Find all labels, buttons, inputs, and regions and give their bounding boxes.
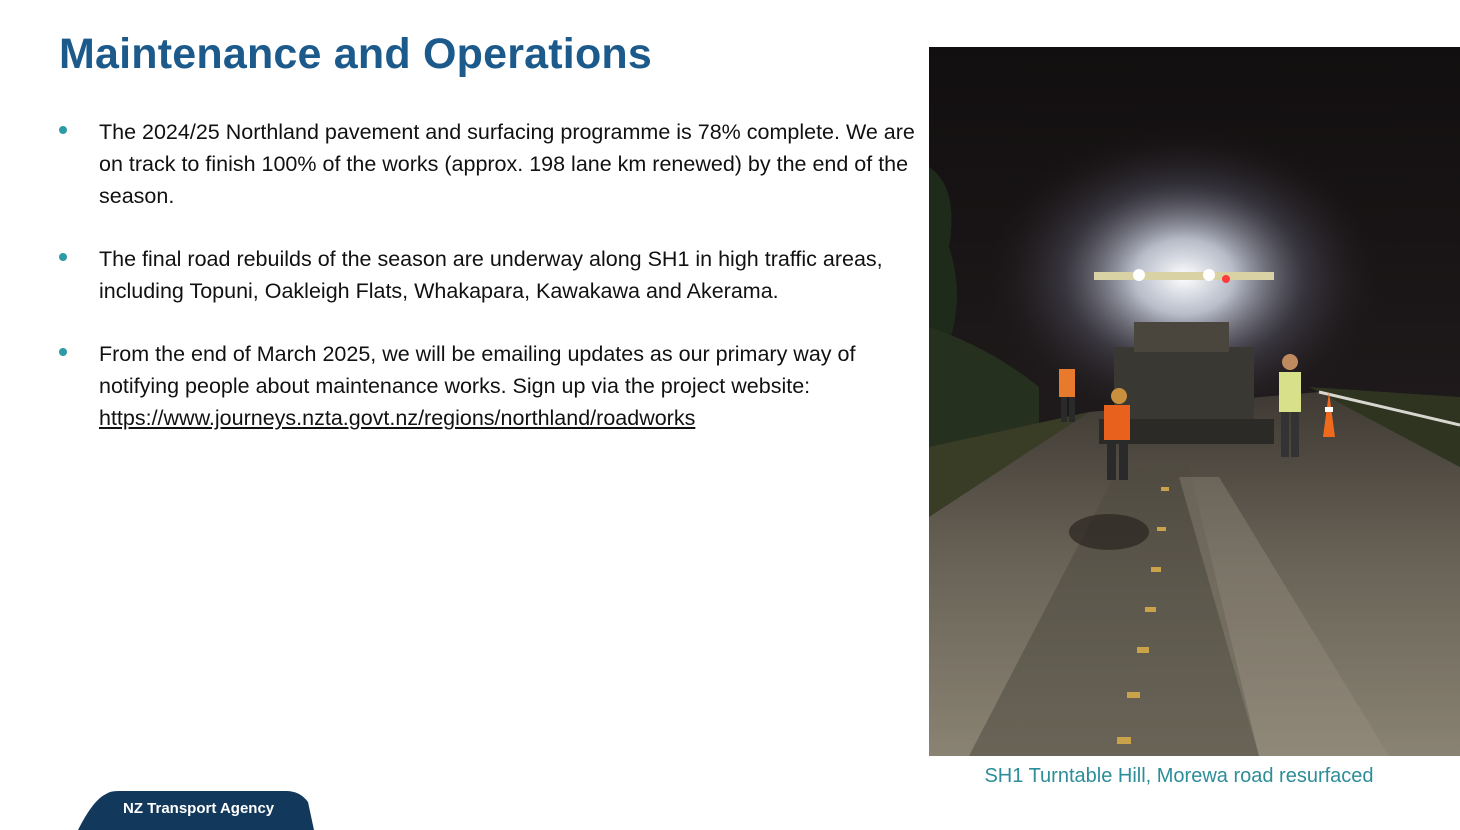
bullet-text: From the end of March 2025, we will be emailing updates as our primary way of notifying people about maintenance works. Sign up via the project website: (99, 342, 856, 398)
bullet-item (55, 243, 925, 307)
bullet-item (55, 338, 925, 434)
photo-caption: SH1 Turntable Hill, Morewa road resurfaced (984, 765, 1374, 787)
bullet-text: The final road rebuilds of the season are underway along SH1 in high traffic areas, including Topuni, Oakleigh Flats, Whakapara, Kawakawa and Akerama. (99, 247, 883, 303)
slide-title: Maintenance and Operations (59, 30, 652, 78)
bullet-dot-icon (59, 126, 67, 134)
brand-name: NZ Transport Agency (123, 800, 275, 817)
night-paving-illustration (929, 47, 1460, 756)
road-works-photo (929, 47, 1460, 756)
roadworks-link[interactable]: https://www.journeys.nzta.govt.nz/regions/northland/roadworks (99, 406, 696, 430)
bullet-dot-icon (59, 253, 67, 261)
bullet-text: The 2024/25 Northland pavement and surfacing programme is 78% complete. We are on track to finish 100% of the works (approx. 198 lane km renewed) by the end of the season. (99, 120, 915, 208)
bullet-list (55, 116, 925, 465)
brand-footer-tab (78, 790, 314, 830)
bullet-dot-icon (59, 348, 67, 356)
bullet-item (55, 116, 925, 212)
